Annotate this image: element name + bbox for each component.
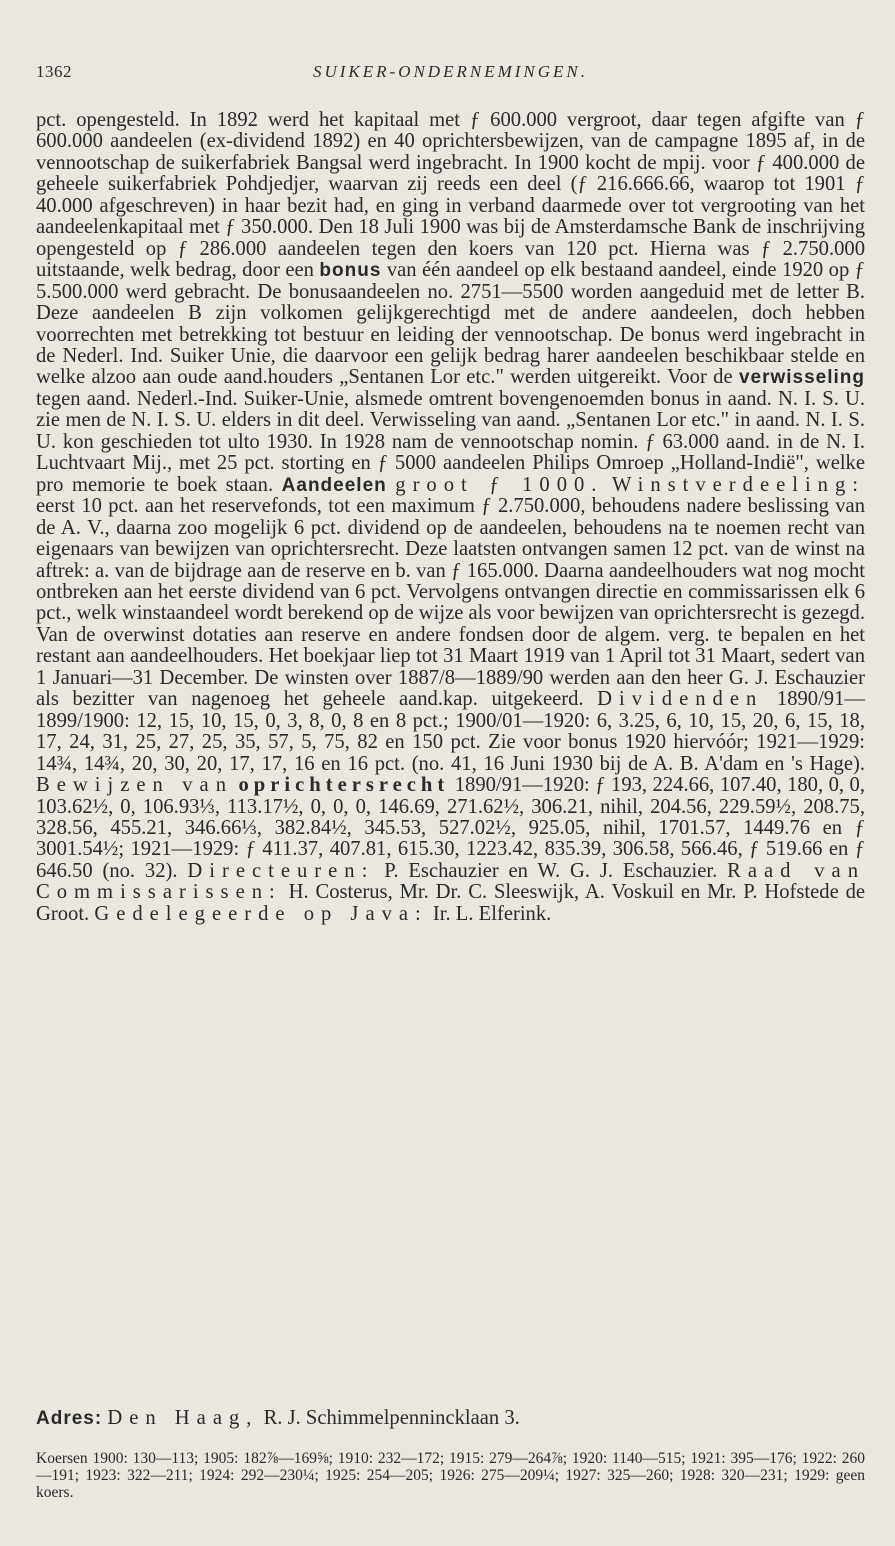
- text-segment: groot ƒ 1000.: [395, 473, 604, 496]
- term-bonus: bonus: [319, 260, 382, 282]
- body-paragraph: [36, 110, 865, 925]
- term-directeuren: Directeuren:: [187, 859, 375, 882]
- term-gedelegeerde: Gedelegeerde op Java:: [94, 902, 428, 925]
- address-street: R. J. Schimmelpennincklaan 3.: [263, 1407, 520, 1429]
- footnote-text: Koersen 1900: 130—113; 1905: 182⅞—169⅝; 1910: 232—172; 1915: 279—264⅞; 1920: 1140—515; 1921: 395—176; 1922: 260—191; 1923: 322—211; 1924: 292—230¼; 1925: 254—205; 1926: 275—209¼; 1927: 325—260; 1928: 320—231; 1929: geen koers.: [36, 1450, 865, 1501]
- text-segment: 1890/91—1899/1900: 12, 15, 10, 15, 0, 3, 8, 0, 8 en 8 pct.; 1900/01—1920: 6, 3.25, 6, 10, 15, 20, 6, 15, 18, 17, 24, 31, 25, 27, 25, 35, 57, 5, 75, 82 en 150 pct. Zie voor bonus 1920 hiervóór; 1921—1929: 14¾, 14¾, 20, 30, 20, 17, 17, 16 en 16 pct. (no. 41, 16 Juni 1930 bij de A. B. A'dam en 's Hage).: [36, 688, 865, 775]
- text-segment: Ir. L. Elferink.: [432, 902, 552, 925]
- term-verwisseling: verwisseling: [738, 367, 865, 389]
- text-segment: tegen aand. Nederl.-Ind. Suiker-Unie, alsmede omtrent bovengenoemden bonus in aand. N. I. S. U. zie men de N. I. S. U. elders in dit deel. Verwisseling van aand. „Sentanen Lor etc." in aand. N. I. S. U. kon geschieden tot ulto 1930. In 1928 nam de vennootschap nomin. ƒ 63.000 aand. in de N. I. Luchtvaart Mij., met 25 pct. storting en ƒ 5000 aandeelen Philips Omroep „Holland-Indië", welke pro memorie te boek staan.: [36, 387, 865, 496]
- page-header: [36, 62, 865, 82]
- running-head: SUIKER-ONDERNEMINGEN.: [312, 62, 588, 81]
- term-aandeelen: Aandeelen: [281, 474, 387, 496]
- address-label: Adres:: [36, 1408, 103, 1429]
- term-bewijzen: Bewijzen van: [36, 774, 233, 797]
- main-text: [36, 110, 865, 925]
- text-segment: pct. opengesteld. In 1892 werd het kapitaal met ƒ 600.000 vergroot, daar tegen afgifte van ƒ 600.000 aandeelen (ex-dividend 1892) en 40 oprichtersbewijzen, van de campagne 1895 af, in de vennootschap de suikerfabriek Bangsal werd ingebracht. In 1900 kocht de mpij. voor ƒ 400.000 de geheele suikerfabriek Pohdjedjer, waarvan zij reeds een deel (ƒ 216.666.66, waarop tot 1901 ƒ 40.000 afgeschreven) in haar bezit had, en ging in verband daarmede over tot vergrooting van het aandeelenkapitaal met ƒ 350.000. Den 18 Juli 1900 was bij de Amsterdamsche Bank de inschrijving opengesteld op ƒ 286.000 aandeelen tegen den koers van 120 pct. Hierna was ƒ 2.750.000 uitstaande, welk bedrag, door een: [36, 109, 865, 282]
- term-raad-van-commissarissen: Raad van Commissarissen:: [36, 859, 865, 904]
- term-dividenden: Dividenden: [597, 688, 764, 711]
- address-line: [36, 1407, 865, 1430]
- text-segment: eerst 10 pct. aan het reservefonds, tot een maximum ƒ 2.750.000, behoudens nadere beslissing van de A. V., daarna zoo mogelijk 6 pct. dividend op de aandeelen, behoudens na te noemen recht van eigenaars van bewijzen van oprichtersrecht. Deze laatsten ontvangen samen 12 pct. van de winst na aftrek: a. van de bijdrage aan de reserve en b. van ƒ 165.000. Daarna aandeelhouders wat nog mocht ontbreken aan het eerste dividend van 6 pct. Vervolgens ontvangen directie en commissarissen elk 6 pct., welk winstaandeel wordt berekend op de wijze als voor bewijzen van oprichtersrecht is gezegd. Van de overwinst dotaties aan reserve en andere fondsen door de algem. verg. te bepalen en het restant aan aandeelhouders. Het boekjaar liep tot 31 Maart 1919 van 1 April tot 31 Maart, sedert van 1 Januari—31 December. De winsten over 1887/8—1889/90 werden aan den heer G. J. Eschauzier als bezitter van nagenoeg het geheele aand.kap. uitgekeerd.: [36, 495, 865, 711]
- text-segment: 1890/91—1920: ƒ 193, 224.66, 107.40, 180, 0, 0, 103.62½, 0, 106.93⅓, 113.17½, 0, 0, 0, 146.69, 271.62½, 306.21, nihil, 204.56, 229.59½, 208.75, 328.56, 455.21, 346.66⅓, 382.84½, 345.53, 527.02½, 925.05, nihil, 1701.57, 1449.76 en ƒ 3001.54½; 1921—1929: ƒ 411.37, 407.81, 615.30, 1223.42, 835.39, 306.58, 566.46, ƒ 519.66 en ƒ 646.50 (no. 32).: [36, 774, 866, 882]
- address-city: Den Haag,: [107, 1407, 259, 1429]
- term-winstverdeeling: Winstverdeeling:: [611, 473, 865, 496]
- term-oprichtersrecht: oprichtersrecht: [238, 774, 450, 797]
- text-segment: P. Eschauzier en W. G. J. Eschauzier.: [384, 859, 718, 882]
- text-segment: H. Costerus, Mr. Dr. C. Sleeswijk, A. Voskuil en Mr. P. Hofstede de Groot.: [36, 881, 866, 925]
- page-number: 1362: [36, 62, 72, 81]
- price-footnote: [36, 1450, 865, 1501]
- text-segment: van één aandeel op elk bestaand aandeel, einde 1920 op ƒ 5.500.000 werd gebracht. De bonusaandeelen no. 2751—5500 worden aangeduid met de letter B. Deze aandeelen B zijn volkomen gelijkgerechtigd met de andere aandeelen, doch hebben voorrechten met betrekking tot bestuur en leiding der vennootschap. De bonus werd ingebracht in de Nederl. Ind. Suiker Unie, die daarvoor een gelijk bedrag harer aandeelen beschikbaar stelde en welke alzoo aan oude aand.houders „Sentanen Lor etc." werden uitgereikt. Voor de: [36, 259, 865, 389]
